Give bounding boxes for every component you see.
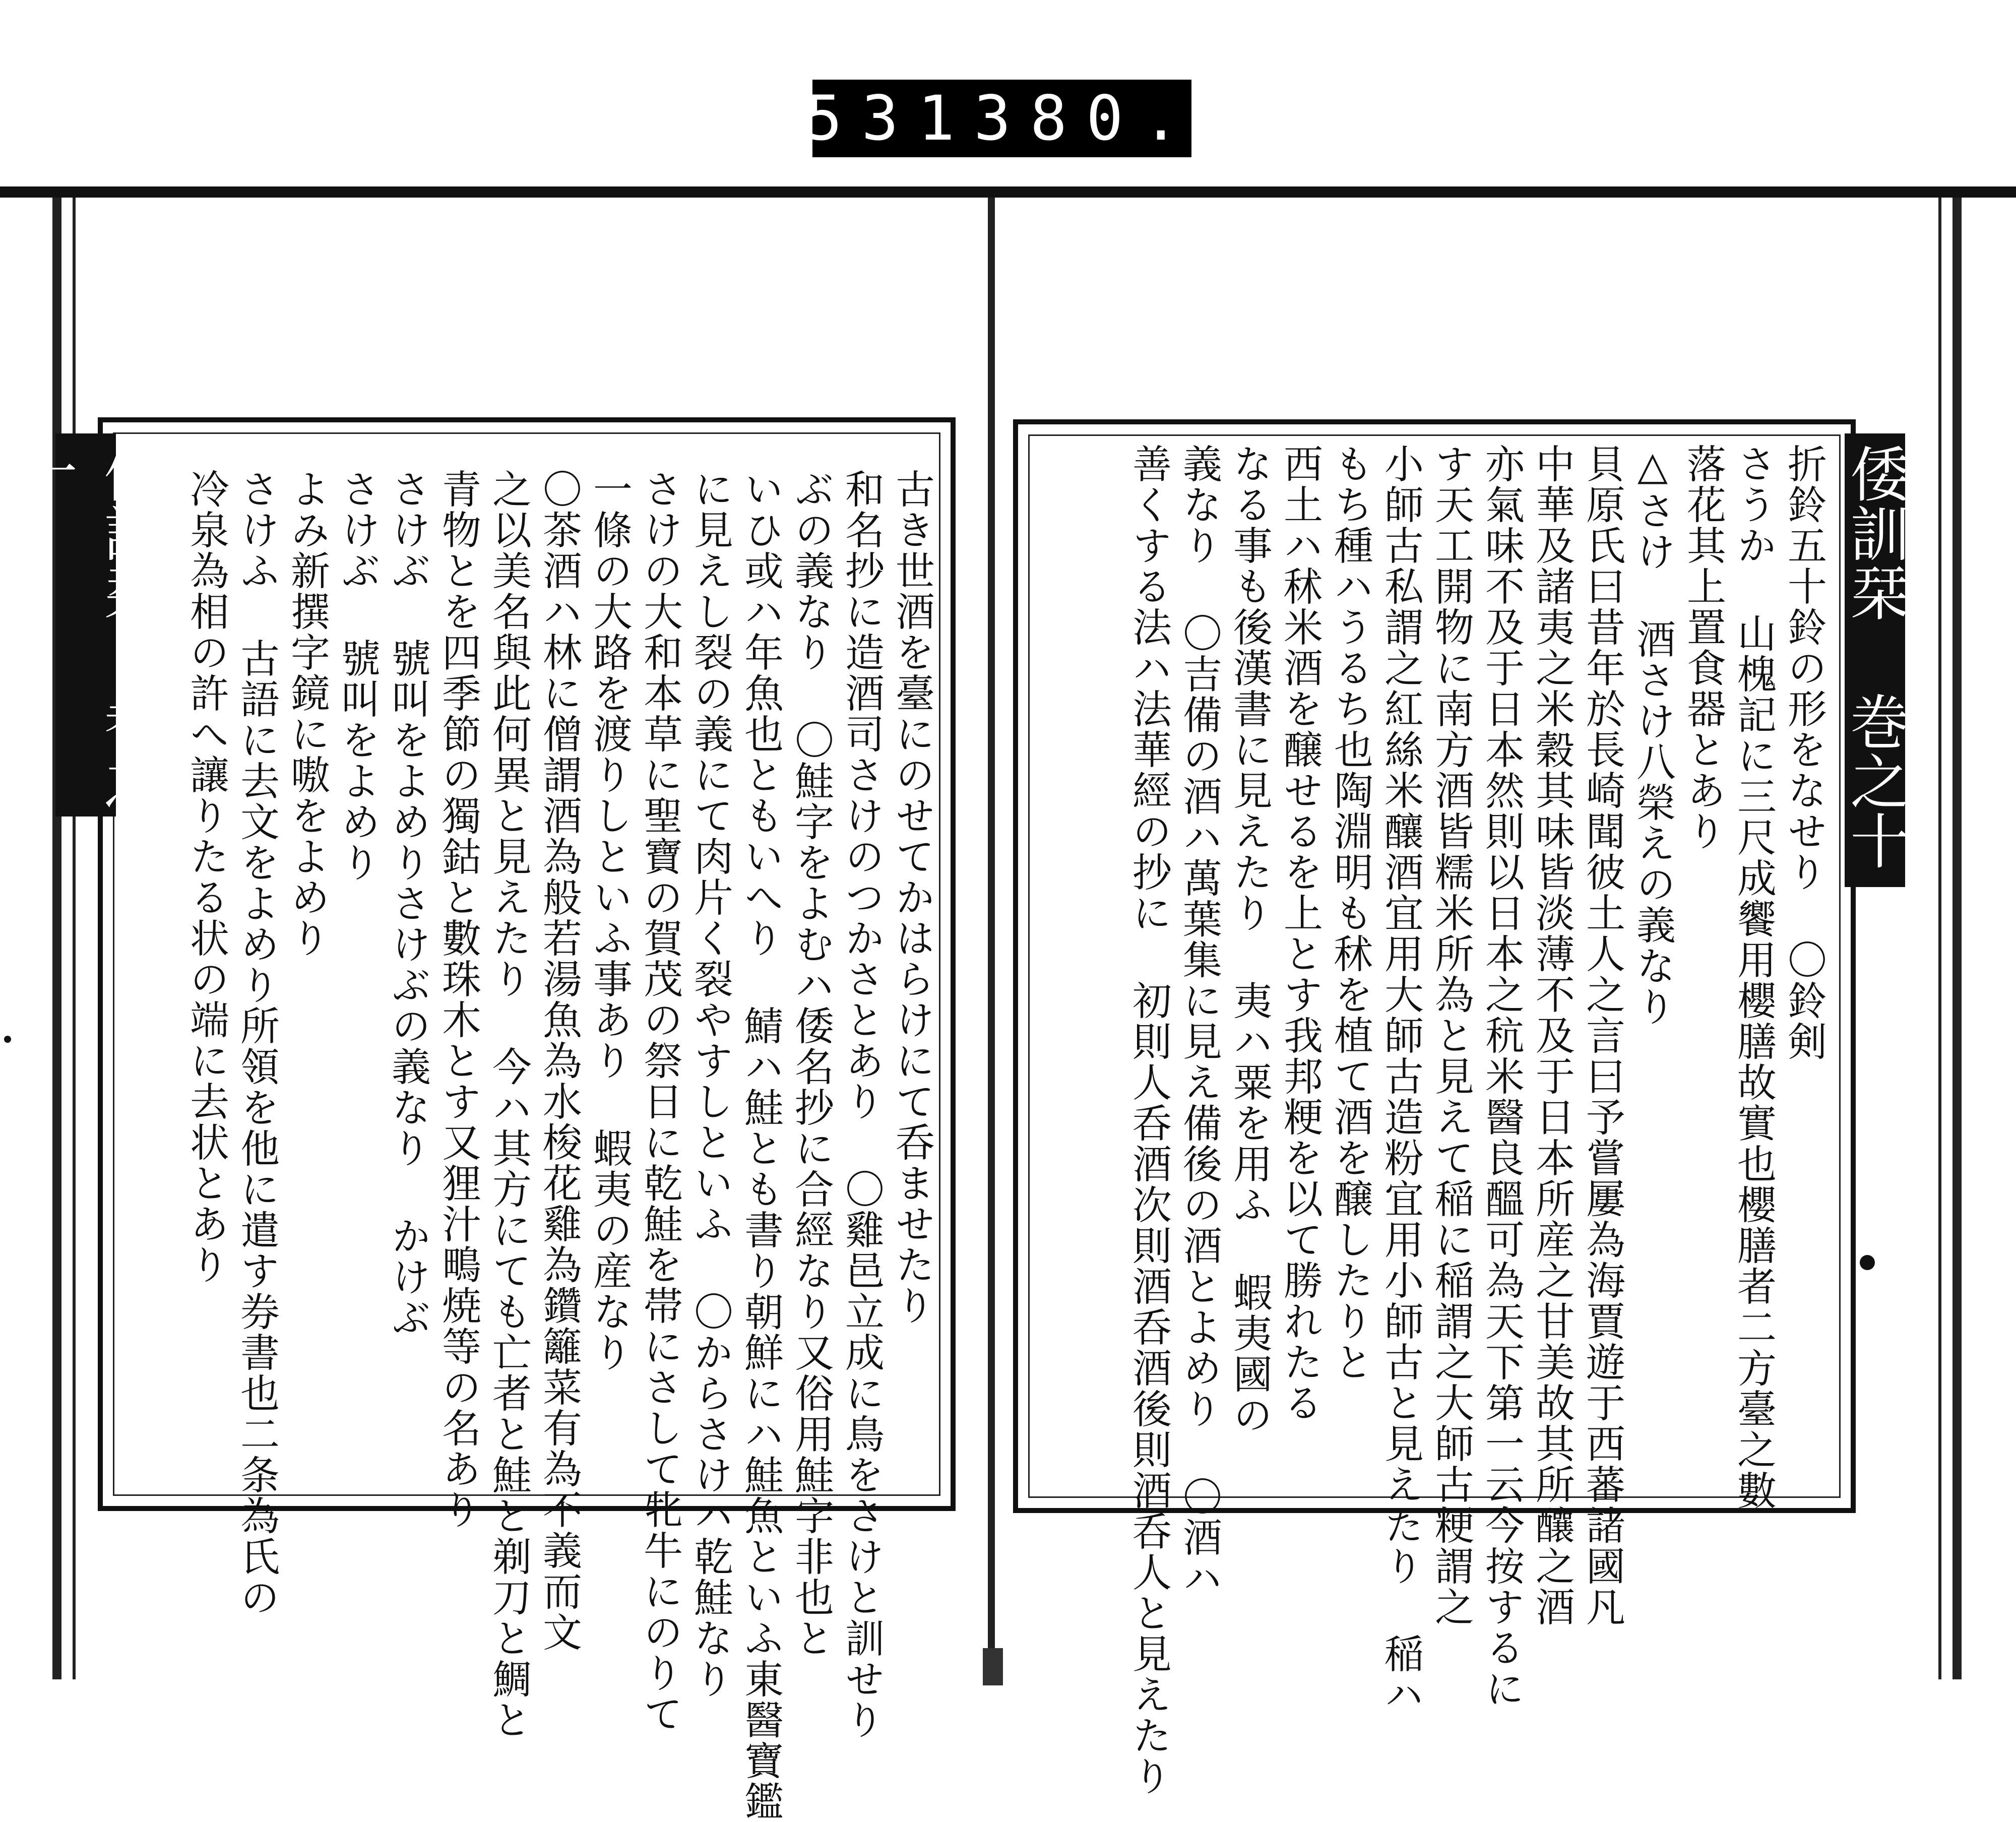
right-column-14: 善くする法ハ法華經の抄に 初則人呑酒次則酒呑酒後則酒呑人と見えたり [1126,444,1171,1797]
right-book-edge [1952,198,1962,1679]
left-column-14: さけふ 古語に去文をよめり所領を他に遣す券書也二条為氏の [234,469,279,1618]
left-column-2: 和名抄に造酒司さけのつかさとあり 〇雞邑立成に鳥をさけと訓せり [839,469,884,1740]
left-column-5: に見えし裂の義にて肉片く裂やすしといふ 〇からさけハ乾鮭なり [687,469,733,1700]
gutter-base [983,1648,1003,1685]
right-column-11: 西土ハ秫米酒を醸せるを上とす我邦粳を以て勝れたる [1277,444,1322,1423]
right-column-10: もち種ハうるち也陶淵明も秫を植て酒を醸したりと [1328,444,1373,1383]
left-column-10: 青物とを四季節の獨鈷と數珠木とす又狸汁鴫焼等の名あり [435,469,481,1530]
left-column-12: さけぶ 號叫をよめり [335,469,380,883]
right-column-4: △さけ 酒さけ八榮えの義なり [1630,444,1675,1027]
right-column-12: なる事も後漢書に見えたり 夷ハ粟を用ふ 蝦夷國の [1227,444,1272,1435]
right-column-3: 落花其上置食器とあり [1680,444,1726,852]
right-page-tab-title: 倭訓栞 巻之十 [1845,433,1905,887]
right-column-9: 小師古私謂之紅絲米釀酒宜用大師古造粉宜用小師古と見えたり 稲ハ [1378,444,1423,1715]
left-column-11: さけぶ 號叫をよめりさけぶの義なり かけぶ [385,469,430,1338]
left-column-8: 〇茶酒ハ林に僧謂酒為般若湯魚為水梭花雞為鑽籬菜有為不義而文 [536,469,582,1653]
left-column-15: 冷泉為相の許へ讓りたる状の端に去状とあり [183,469,229,1285]
left-column-3: ぶの義なり 〇鮭字をよむハ倭名抄に合經なり又俗用鮭字非也と [788,469,834,1659]
right-column-5: 貝原氏曰昔年於長崎聞彼土人之言曰予嘗屢為海賈遊于西蕃諸國凡 [1580,444,1625,1627]
right-column-8: す天工開物に南方酒皆糯米所為と見えて稲に稲謂之大師古粳謂之 [1428,444,1474,1627]
right-column-13: 義なり 〇吉備の酒ハ萬葉集に見え備後の酒とよめり 〇酒ハ [1176,444,1222,1599]
center-gutter [988,198,995,1685]
left-column-13: よみ新撰字鏡に嗷をよめり [284,469,330,959]
archive-number-label [805,80,1199,157]
spread-top-rule [0,186,2016,198]
left-column-6: さけの大和本草に聖寶の賀茂の祭日に乾鮭を帯にさして牝牛にのりて [637,469,682,1734]
right-column-6: 中華及諸夷之米穀其味皆淡薄不及于日本所産之甘美故其所釀之酒 [1529,444,1574,1627]
left-column-9: 之以美名與此何異と見えたり 今ハ其方にても亡者と鮭と剃刀と鯛と [486,469,531,1740]
archive-right-number: 380. [974,83,1199,154]
right-column-2: さうか 山槐記に三尺成饗用櫻膳故實也櫻膳者二方臺之數 [1731,444,1776,1511]
left-column-4: いひ或ハ年魚也ともいへり 鯖ハ鮭とも書り朝鮮にハ鮭魚といふ東醫寶鑑 [738,469,783,1822]
left-book-edge-inner [73,198,76,1679]
margin-dot [4,1036,11,1043]
left-book-edge [52,198,61,1679]
right-column-7: 亦氣味不及于日本然則以日本之秔米醫良醞可為天下第一云今按するに [1479,444,1524,1709]
left-column-7: 一條の大路を渡りしといふ事あり 蝦夷の産なり [587,469,632,1373]
left-page-tab-title: 倭訓栞 巻之十 [55,433,116,816]
right-column-1: 折鈴五十鈴の形をなせり 〇鈴剣 [1781,444,1826,1062]
left-column-1: 古き世酒を臺にのせてかはらけにて呑ませたり [889,469,934,1326]
archive-left-number: 531 [805,83,974,154]
binding-mark [1860,1255,1875,1270]
right-book-edge-inner [1938,198,1941,1679]
